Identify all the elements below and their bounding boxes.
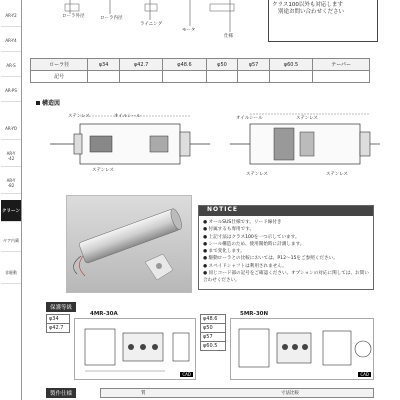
- callout-label: オイルシール: [114, 114, 141, 119]
- bottom-table-header: [100, 388, 374, 398]
- side-tab[interactable]: AR-Y -82: [1, 172, 21, 194]
- bullet-icon: ●: [203, 249, 209, 255]
- bottom-col-label: 寸法比較: [281, 391, 299, 396]
- roller-table-header-cell: φ50: [206, 59, 238, 71]
- model-size-cell: φ60.5: [201, 342, 226, 351]
- model-size-cell: φ34: [47, 315, 70, 324]
- roller-diameter-table: [30, 58, 370, 83]
- spec-section-title: 保護等級: [46, 302, 76, 312]
- structure-diagram: [50, 106, 380, 188]
- product-photo: [66, 195, 192, 293]
- notice-item: [203, 234, 371, 241]
- notice-item: [203, 270, 371, 285]
- cad-tag: CAD: [360, 372, 369, 377]
- notice-list: [203, 219, 371, 285]
- roller-table-cell: [88, 71, 120, 83]
- notice-item: [203, 219, 371, 226]
- notice-item-text: まで変化します。: [208, 249, 245, 255]
- notice-item: [203, 255, 371, 262]
- side-tab[interactable]: AR-Y4: [1, 30, 21, 52]
- class-note-line: クラス100以外も対応します: [272, 2, 343, 8]
- side-tab[interactable]: AR-YO: [1, 118, 21, 140]
- roller-table-cell: [238, 71, 270, 83]
- notice-item: [203, 241, 371, 248]
- part-label: ライニング: [140, 22, 163, 27]
- side-tab[interactable]: AR-PS: [1, 80, 21, 102]
- roller-table-header-cell: φ60.5: [269, 59, 312, 71]
- roller-table-header-cell: φ34: [88, 59, 120, 71]
- cad-tag: CAD: [182, 372, 191, 377]
- side-tab[interactable]: クリーン: [1, 200, 21, 222]
- dimension-drawing-left: [74, 318, 196, 380]
- notice-item-text: スペイドシャフトは利用されません。: [208, 263, 287, 269]
- model-title-left: 4MR-30A: [90, 311, 118, 317]
- bullet-icon: ●: [203, 271, 209, 277]
- class-note-line: 別途お問い合わせください: [278, 8, 345, 15]
- part-label: モータ: [182, 28, 196, 33]
- callout-label: ステンレス: [92, 168, 114, 173]
- notice-item-text: 駆動ローラとの比較においては、P12～15をご参照ください。: [208, 256, 338, 262]
- bullet-icon: ●: [203, 263, 209, 269]
- bullet-icon: ●: [203, 256, 209, 262]
- roller-table-header-cell: φ42.7: [119, 59, 162, 71]
- class-note-box: [268, 0, 378, 42]
- top-part-labels: [60, 0, 260, 44]
- bullet-icon: ●: [203, 227, 209, 233]
- notice-item: [203, 263, 371, 270]
- model-title-right: 5MR-30N: [240, 311, 269, 317]
- side-tab[interactable]: AR-Y2: [1, 5, 21, 27]
- model-size-cell: φ48.6: [201, 315, 226, 324]
- callout-label: ステンレス: [246, 172, 268, 177]
- notice-title: NOTICE: [199, 206, 373, 216]
- model-size-table-left: [46, 314, 70, 333]
- roller-table-header-cell: ローラ径: [31, 59, 88, 71]
- bottom-col-label: 質: [141, 391, 146, 396]
- part-label: ローラ外径: [62, 14, 85, 19]
- notice-item: [203, 248, 371, 255]
- side-tab[interactable]: ギア内蔵: [1, 230, 21, 252]
- roller-table-cell: [206, 71, 238, 83]
- notice-item-text: オールSUS仕様です。リード線付き: [208, 220, 282, 225]
- callout-label: オイルシール: [236, 116, 263, 121]
- notice-item-text: 同じコード部の記号をご確認ください。オプションの対応に関しては、お問い合わせください。: [203, 271, 369, 284]
- part-label: ローラ内径: [100, 16, 123, 21]
- section-marker-icon: [36, 101, 40, 105]
- roller-table-cell: 記号: [31, 71, 88, 83]
- callout-label: ステンレス: [326, 172, 348, 177]
- part-label: 仕様: [224, 34, 233, 39]
- notice-item-text: 上記寸法はクラス100を一つ示しています。: [208, 234, 300, 240]
- bottom-section-title: 製作仕様: [46, 388, 76, 398]
- side-tab-column: [0, 0, 22, 400]
- side-tab[interactable]: AR-Y -42: [1, 145, 21, 167]
- notice-item-text: シール構造のため、使用開始時に計測します。: [208, 241, 305, 247]
- notice-box: [198, 205, 374, 290]
- roller-table-header-cell: テーパー: [313, 59, 370, 71]
- bullet-icon: ●: [203, 234, 209, 240]
- model-size-cell: φ57: [201, 333, 226, 342]
- model-size-cell: φ42.7: [47, 324, 70, 333]
- model-size-table-right: [200, 314, 226, 351]
- roller-table-cell: [269, 71, 312, 83]
- side-tab[interactable]: AR-S: [1, 55, 21, 77]
- model-size-cell: φ50: [201, 324, 226, 333]
- notice-item-text: 付属するも専用です。: [208, 227, 255, 233]
- callout-label: ステンレス: [68, 114, 90, 119]
- dimension-drawing-right: [230, 318, 374, 380]
- roller-table-cell: [313, 71, 370, 83]
- bullet-icon: ●: [203, 220, 209, 225]
- bullet-icon: ●: [203, 241, 209, 247]
- roller-table-cell: [119, 71, 162, 83]
- notice-item: [203, 226, 371, 233]
- side-tab[interactable]: 非駆動: [1, 262, 21, 284]
- roller-drawing-left: [50, 116, 210, 164]
- roller-table-cell: [163, 71, 206, 83]
- structure-title-text: 構造図: [42, 100, 61, 107]
- roller-table-header-cell: φ57: [238, 59, 270, 71]
- callout-label: ステンレス: [296, 116, 318, 121]
- roller-table-header-cell: φ48.6: [163, 59, 206, 71]
